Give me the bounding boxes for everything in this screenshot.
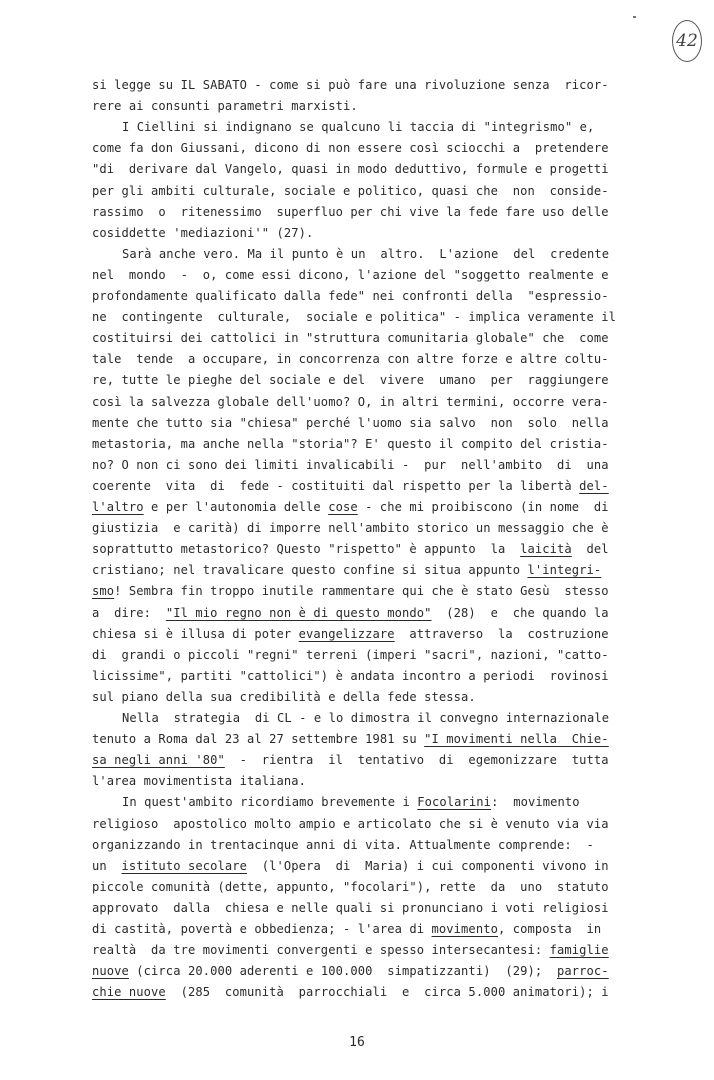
underlined-text: del- [579,478,609,493]
text-line [122,246,610,262]
archive-number: 42 [676,31,698,51]
text-span: sul piano della sua credibilità e della fede stessa. [92,689,476,704]
underlined-text: smo [92,584,115,599]
text-span: si legge su IL SABATO - come si può fare una rivoluzione senza ricor- [92,78,609,92]
underlined-text: evangelizzare [298,626,395,641]
text-span: tenuto a Roma dal 23 al 27 settembre 1981 su [92,732,425,747]
text-line [92,963,609,979]
text-span: approvato dalla chiesa e nelle quali si pronunciano i voti religiosi [92,900,609,915]
text-span: piccole comunità (dette, appunto, "focolari"), rette da uno statuto [92,879,609,894]
text-line [92,394,609,410]
text-line [92,161,609,177]
text-line [92,984,609,1000]
text-span: Nella strategia di CL - e lo dimostra il convegno internazionale [122,711,610,725]
text-span: Sarà anche vero. Ma il punto è un altro. L'azione del credente [122,246,610,261]
text-span: I Ciellini si indignano se qualcuno li taccia di "integrismo" e, [122,120,595,135]
underlined-text: Focolarini [417,795,492,810]
text-span: - che mi proibiscono (in nome di [357,500,609,514]
text-line [92,98,574,114]
text-line [92,415,609,431]
text-line [92,773,574,789]
text-span: tale tende a occupare, in concorrenza con altre forze e altre coltu- [92,352,609,367]
text-line [92,204,609,220]
underlined-text: movimento [431,922,498,936]
text-span: (circa 20.000 aderenti e 100.000 simpatizzanti) (29); [128,964,558,979]
underlined-text: parroc- [557,964,609,979]
text-span: licissime", partiti "cattolici") è andata incontro a periodi rovinosi [92,668,609,683]
text-span: rassimo o ritenessimo superfluo per chi vive la fede fare uso delle [92,204,609,219]
text-line [92,647,609,663]
underlined-text: "Il mio regno non è di questo mondo" [165,605,432,620]
text-span: l'area movimentista italiana. [92,774,307,789]
text-line [92,879,609,895]
text-span: rere ai consunti parametri marxisti. [92,99,358,114]
text-line [122,119,595,135]
text-line [92,140,609,156]
underlined-text: "I movimenti nella Chie- [424,732,609,747]
text-span: cosiddette 'mediazioni'" (27). [92,225,314,240]
text-span: : movimento [491,795,580,810]
text-line [122,794,580,810]
text-line [92,605,609,621]
text-span: organizzando in trentacinque anni di vita. Attualmente comprende: - [92,837,594,852]
text-span: di grandi o piccoli "regni" terreni (imperi "sacri", nazioni, "catto- [92,647,609,662]
text-span: , composta in [497,922,602,936]
text-span: religioso apostolico molto ampio e articolato che si è venuto via via [92,816,609,831]
text-span: così la salvezza globale dell'uomo? O, in altri termini, occorre vera- [92,394,609,409]
page-number: 16 [349,1035,365,1050]
text-span: un [92,858,122,873]
text-span: per gli ambiti culturale, sociale e politico, quasi che non conside- [92,183,609,198]
text-line [92,583,609,599]
underlined-text: nuove [92,964,129,979]
text-span: (285 comunità parrocchiali e circa 5.000 animatori); i [165,985,609,1000]
underlined-text: famiglie [549,943,609,958]
text-line [92,77,609,93]
text-span: giustizia e carità) di imporre nell'ambito storico un messaggio che è [92,521,609,536]
text-line [92,183,609,199]
text-line [92,668,609,684]
text-line [92,457,609,473]
text-span: nel mondo - o, come essi dicono, l'azione del "soggetto realmente e [92,267,609,282]
text-line [92,942,609,958]
text-span: a dire: [92,605,166,620]
text-span: metastoria, ma anche nella "storia"? E' questo il compito del cristia- [92,436,609,451]
text-line [92,330,609,346]
underlined-text: istituto secolare [121,858,248,873]
text-line [92,858,609,874]
underlined-text: laicità [520,542,572,557]
text-span: re, tutte le pieghe del sociale e del vivere umano per raggiungere [92,373,609,388]
underlined-text: sa negli anni '80" [92,753,225,768]
text-line [92,499,609,515]
text-line [92,267,609,283]
text-line [92,816,609,832]
text-line [92,921,602,937]
text-span: chiesa si è illusa di poter [92,626,299,641]
text-line [92,837,594,853]
text-line [92,541,609,557]
text-span: - rientra il tentativo di egemonizzare tutta [224,753,609,768]
text-line [92,225,574,241]
text-span: del [571,542,609,557]
scan-mark [633,16,636,18]
text-span: di castità, povertà e obbedienza; - l'area di [92,922,432,936]
text-line [92,562,602,578]
text-span: profondamente qualificato dalla fede" nei confronti della "espressio- [92,289,609,303]
text-line [92,520,609,536]
underlined-text: l'altro [92,500,144,514]
text-span: soprattutto metastorico? Questo "rispetto" è appunto la [92,542,521,557]
text-line [92,288,609,304]
text-line [92,731,609,747]
text-span: (28) e che quando la [431,605,609,620]
text-span: (l'Opera di Maria) i cui componenti vivono in [247,858,609,873]
text-line [92,478,609,494]
text-line [92,626,609,642]
text-span: "di derivare dal Vangelo, quasi in modo deduttivo, formule e progetti [92,162,609,177]
text-line [92,372,609,388]
underlined-text: l'integri- [527,563,602,578]
text-line [92,351,609,367]
text-span: In quest'ambito ricordiamo brevemente i [122,795,418,810]
text-line [92,436,609,452]
text-span: e per l'autonomia delle [143,500,329,514]
text-line [92,689,574,705]
text-span: no? O non ci sono dei limiti invalicabili - pur nell'ambito di una [92,457,609,472]
archive-page-mark [672,20,702,62]
underlined-text: chie nuove [92,985,166,1000]
text-span: cristiano; nel travalicare questo confine si situa appunto [92,563,528,578]
text-line [122,710,610,726]
text-span: realtà da tre movimenti convergenti e spesso intersecantesi: [92,943,550,958]
text-span: costituirsi dei cattolici in "struttura comunitaria globale" che come [92,331,609,346]
text-span: attraverso la costruzione [394,626,609,641]
text-span: ! Sembra fin troppo inutile rammentare qui che è stato Gesù stesso [114,584,609,599]
text-span: mente che tutto sia "chiesa" perché l'uomo sia salvo non solo nella [92,415,609,430]
text-line [92,900,609,916]
text-span: ne contingente culturale, sociale e politica" - implica veramente il [92,310,617,325]
text-line [92,309,617,325]
text-span: come fa don Giussani, dicono di non essere così sciocchi a pretendere [92,141,609,156]
text-line [92,752,609,768]
text-span: coerente vita di fede - costituiti dal rispetto per la libertà [92,478,580,493]
underlined-text: cose [328,500,358,514]
